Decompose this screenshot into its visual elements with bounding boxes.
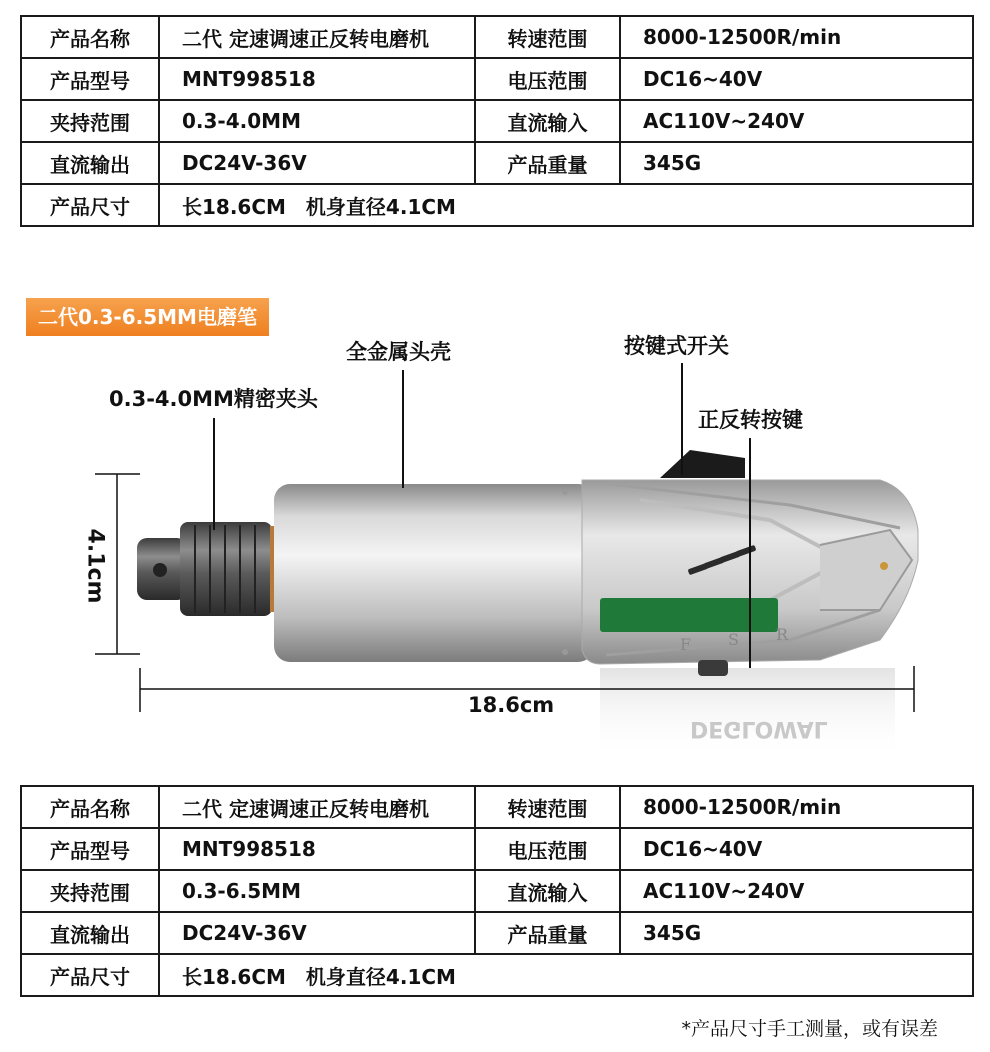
spec-value: DC24V-36V [159,142,475,184]
push-switch [660,450,745,478]
chuck-key-hole [153,563,167,577]
spec-value: DC16~40V [620,828,973,870]
spec-value: 0.3-6.5MM [159,870,475,912]
callout-chuck: 0.3-4.0MM精密夹头 [109,387,318,411]
spec-value: 二代 定速调速正反转电磨机 [159,786,475,828]
spec-table-bottom [20,785,974,997]
spec-label: 直流输入 [475,100,620,142]
spec-value: 二代 定速调速正反转电磨机 [159,16,475,58]
footnote: *产品尺寸手工测量，或有误差 [681,1018,938,1040]
chuck-group [137,522,276,616]
metal-shell [274,484,594,662]
spec-label: 夹持范围 [21,870,159,912]
mark-f: F [680,635,692,654]
spec-label: 直流输出 [21,142,159,184]
spec-value: AC110V~240V [620,100,973,142]
version-badge: 二代0.3-6.5MM电磨笔 [26,298,269,336]
spec-label: 转速范围 [475,786,620,828]
spec-value: 长18.6CM 机身直径4.1CM [159,184,973,226]
speed-knob [698,660,728,676]
reflection [600,668,895,760]
spec-label: 直流输入 [475,870,620,912]
green-indicator-strip [600,598,778,632]
spec-value: 345G [620,142,973,184]
callout-shell: 全金属头壳 [346,340,451,364]
spec-value: 345G [620,912,973,954]
spec-value: AC110V~240V [620,870,973,912]
spec-label: 产品尺寸 [21,954,159,996]
spec-label: 产品尺寸 [21,184,159,226]
spec-label: 产品重量 [475,142,620,184]
table-row [21,954,973,996]
spec-value: DC16~40V [620,58,973,100]
spec-label: 产品重量 [475,912,620,954]
spec-value: 0.3-4.0MM [159,100,475,142]
callout-switch: 按键式开关 [624,334,729,358]
diameter-label: 4.1cm [82,528,108,604]
table-row [21,828,973,870]
table-row [21,786,973,828]
callout-reverse: 正反转按键 [698,408,803,432]
spec-value: MNT998518 [159,58,475,100]
table-row [21,912,973,954]
mark-s: S [728,630,739,649]
spec-label: 产品名称 [21,16,159,58]
spec-label: 产品名称 [21,786,159,828]
spec-value: DC24V-36V [159,912,475,954]
mark-r: R [776,625,789,644]
spec-label: 电压范围 [475,828,620,870]
spec-label: 夹持范围 [21,100,159,142]
reflection-text: DEGLOWAL [690,716,828,741]
spec-value: 长18.6CM 机身直径4.1CM [159,954,973,996]
spec-value: 8000-12500R/min [620,16,973,58]
spec-label: 产品型号 [21,828,159,870]
spec-label: 直流输出 [21,912,159,954]
spec-value: 8000-12500R/min [620,786,973,828]
spec-value: MNT998518 [159,828,475,870]
spec-label: 电压范围 [475,58,620,100]
spec-label: 产品型号 [21,58,159,100]
spec-label: 转速范围 [475,16,620,58]
table-row [21,870,973,912]
length-label: 18.6cm [468,693,555,717]
